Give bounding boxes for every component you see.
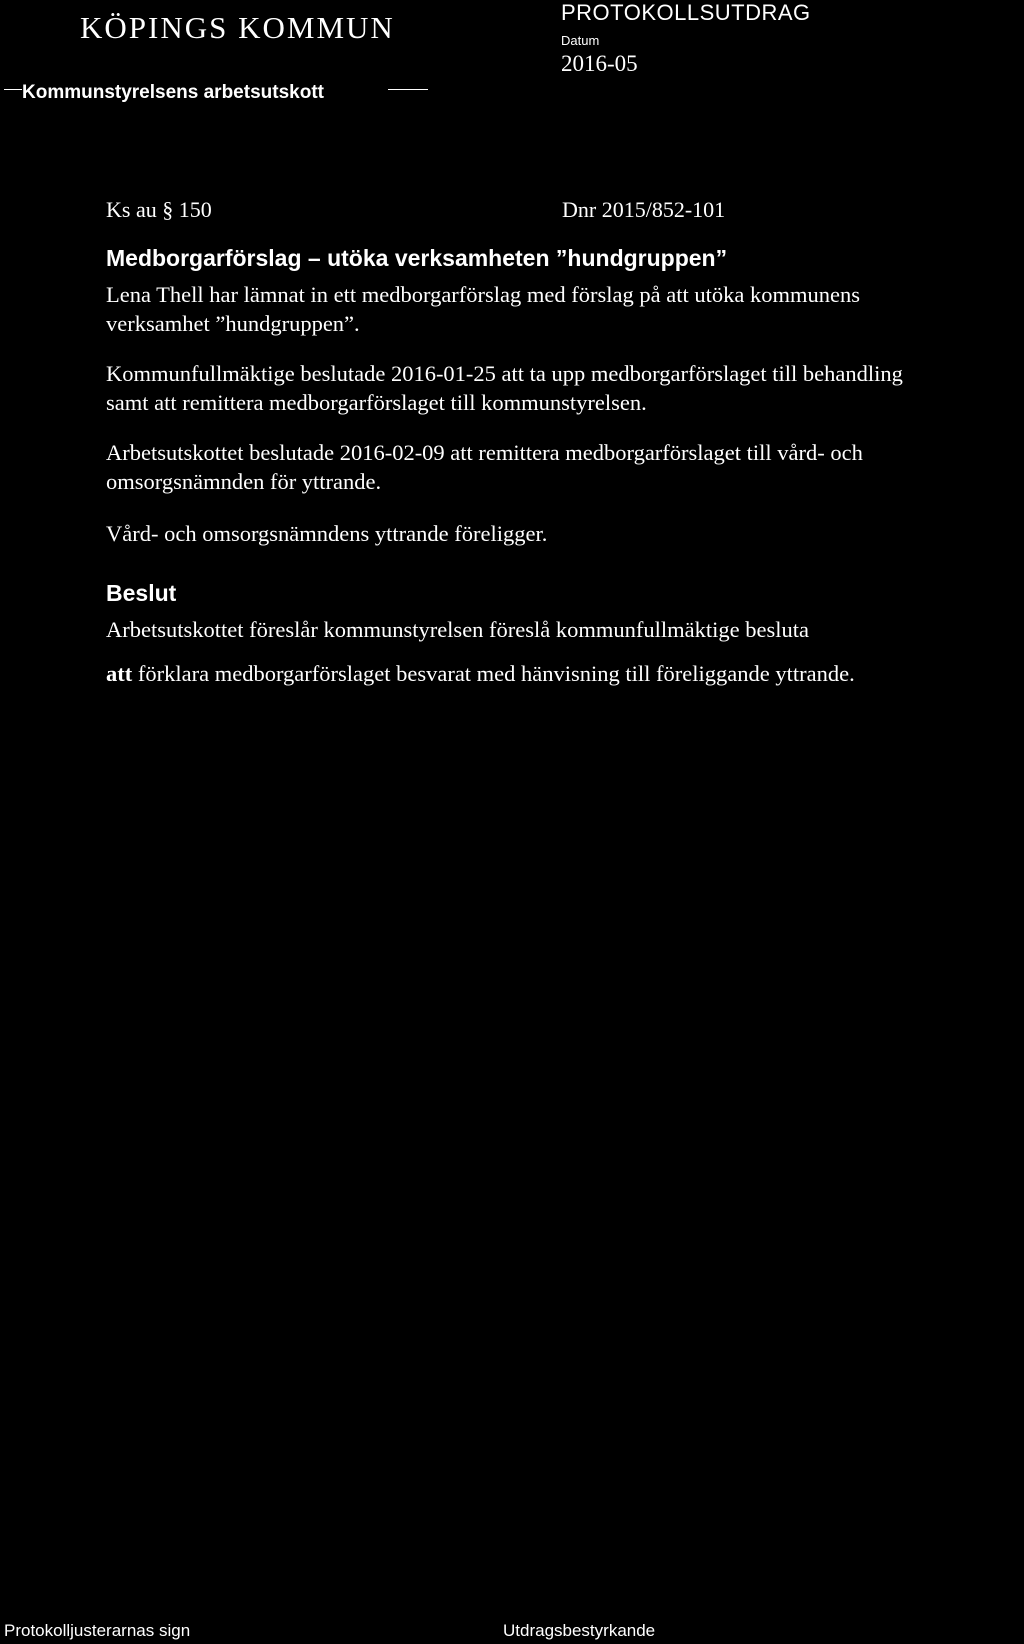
paragraph-4-line-1: Vård- och omsorgsnämndens yttrande föreligger. xyxy=(106,521,548,546)
diary-number: Dnr 2015/852-101 xyxy=(562,197,726,222)
date-value: 2016-05 xyxy=(561,51,638,76)
decision-line-2-text: förklara medborgarförslaget besvarat med hänvisning till föreliggande yttrande. xyxy=(137,661,855,686)
paragraph-3-line-2: omsorgsnämnden för yttrande. xyxy=(106,469,382,494)
header-rule-left xyxy=(4,89,22,90)
paragraph-2-line-2: samt att remittera medborgarförslaget till kommunstyrelsen. xyxy=(106,390,647,415)
decision-line-2 xyxy=(106,659,855,689)
paragraph-reference: Ks au § 150 xyxy=(106,197,212,222)
decision-att-keyword: att xyxy=(106,661,133,686)
paragraph-3-line-1: Arbetsutskottet beslutade 2016-02-09 att remittera medborgarförslaget till vård- och xyxy=(106,440,863,465)
document-type: PROTOKOLLSUTDRAG xyxy=(561,0,811,25)
date-label: Datum xyxy=(561,33,600,48)
footer-certification-label: Utdragsbestyrkande xyxy=(503,1621,656,1640)
paragraph-1-line-2: verksamhet ”hundgruppen”. xyxy=(106,311,360,336)
committee-name: Kommunstyrelsens arbetsutskott xyxy=(22,82,324,103)
decision-line-1: Arbetsutskottet föreslår kommunstyrelsen föreslå kommunfullmäktige besluta xyxy=(106,617,809,642)
decision-heading: Beslut xyxy=(106,580,177,606)
header-rule-right xyxy=(388,89,428,90)
paragraph-2-line-1: Kommunfullmäktige beslutade 2016-01-25 att ta upp medborgarförslaget till behandling xyxy=(106,361,903,386)
paragraph-1-line-1: Lena Thell har lämnat in ett medborgarförslag med förslag på att utöka kommunens xyxy=(106,282,860,307)
organization-name: KÖPINGS KOMMUN xyxy=(80,10,395,45)
item-title: Medborgarförslag – utöka verksamheten ”hundgruppen” xyxy=(106,245,728,271)
footer-signature-label: Protokolljusterarnas sign xyxy=(4,1621,191,1640)
